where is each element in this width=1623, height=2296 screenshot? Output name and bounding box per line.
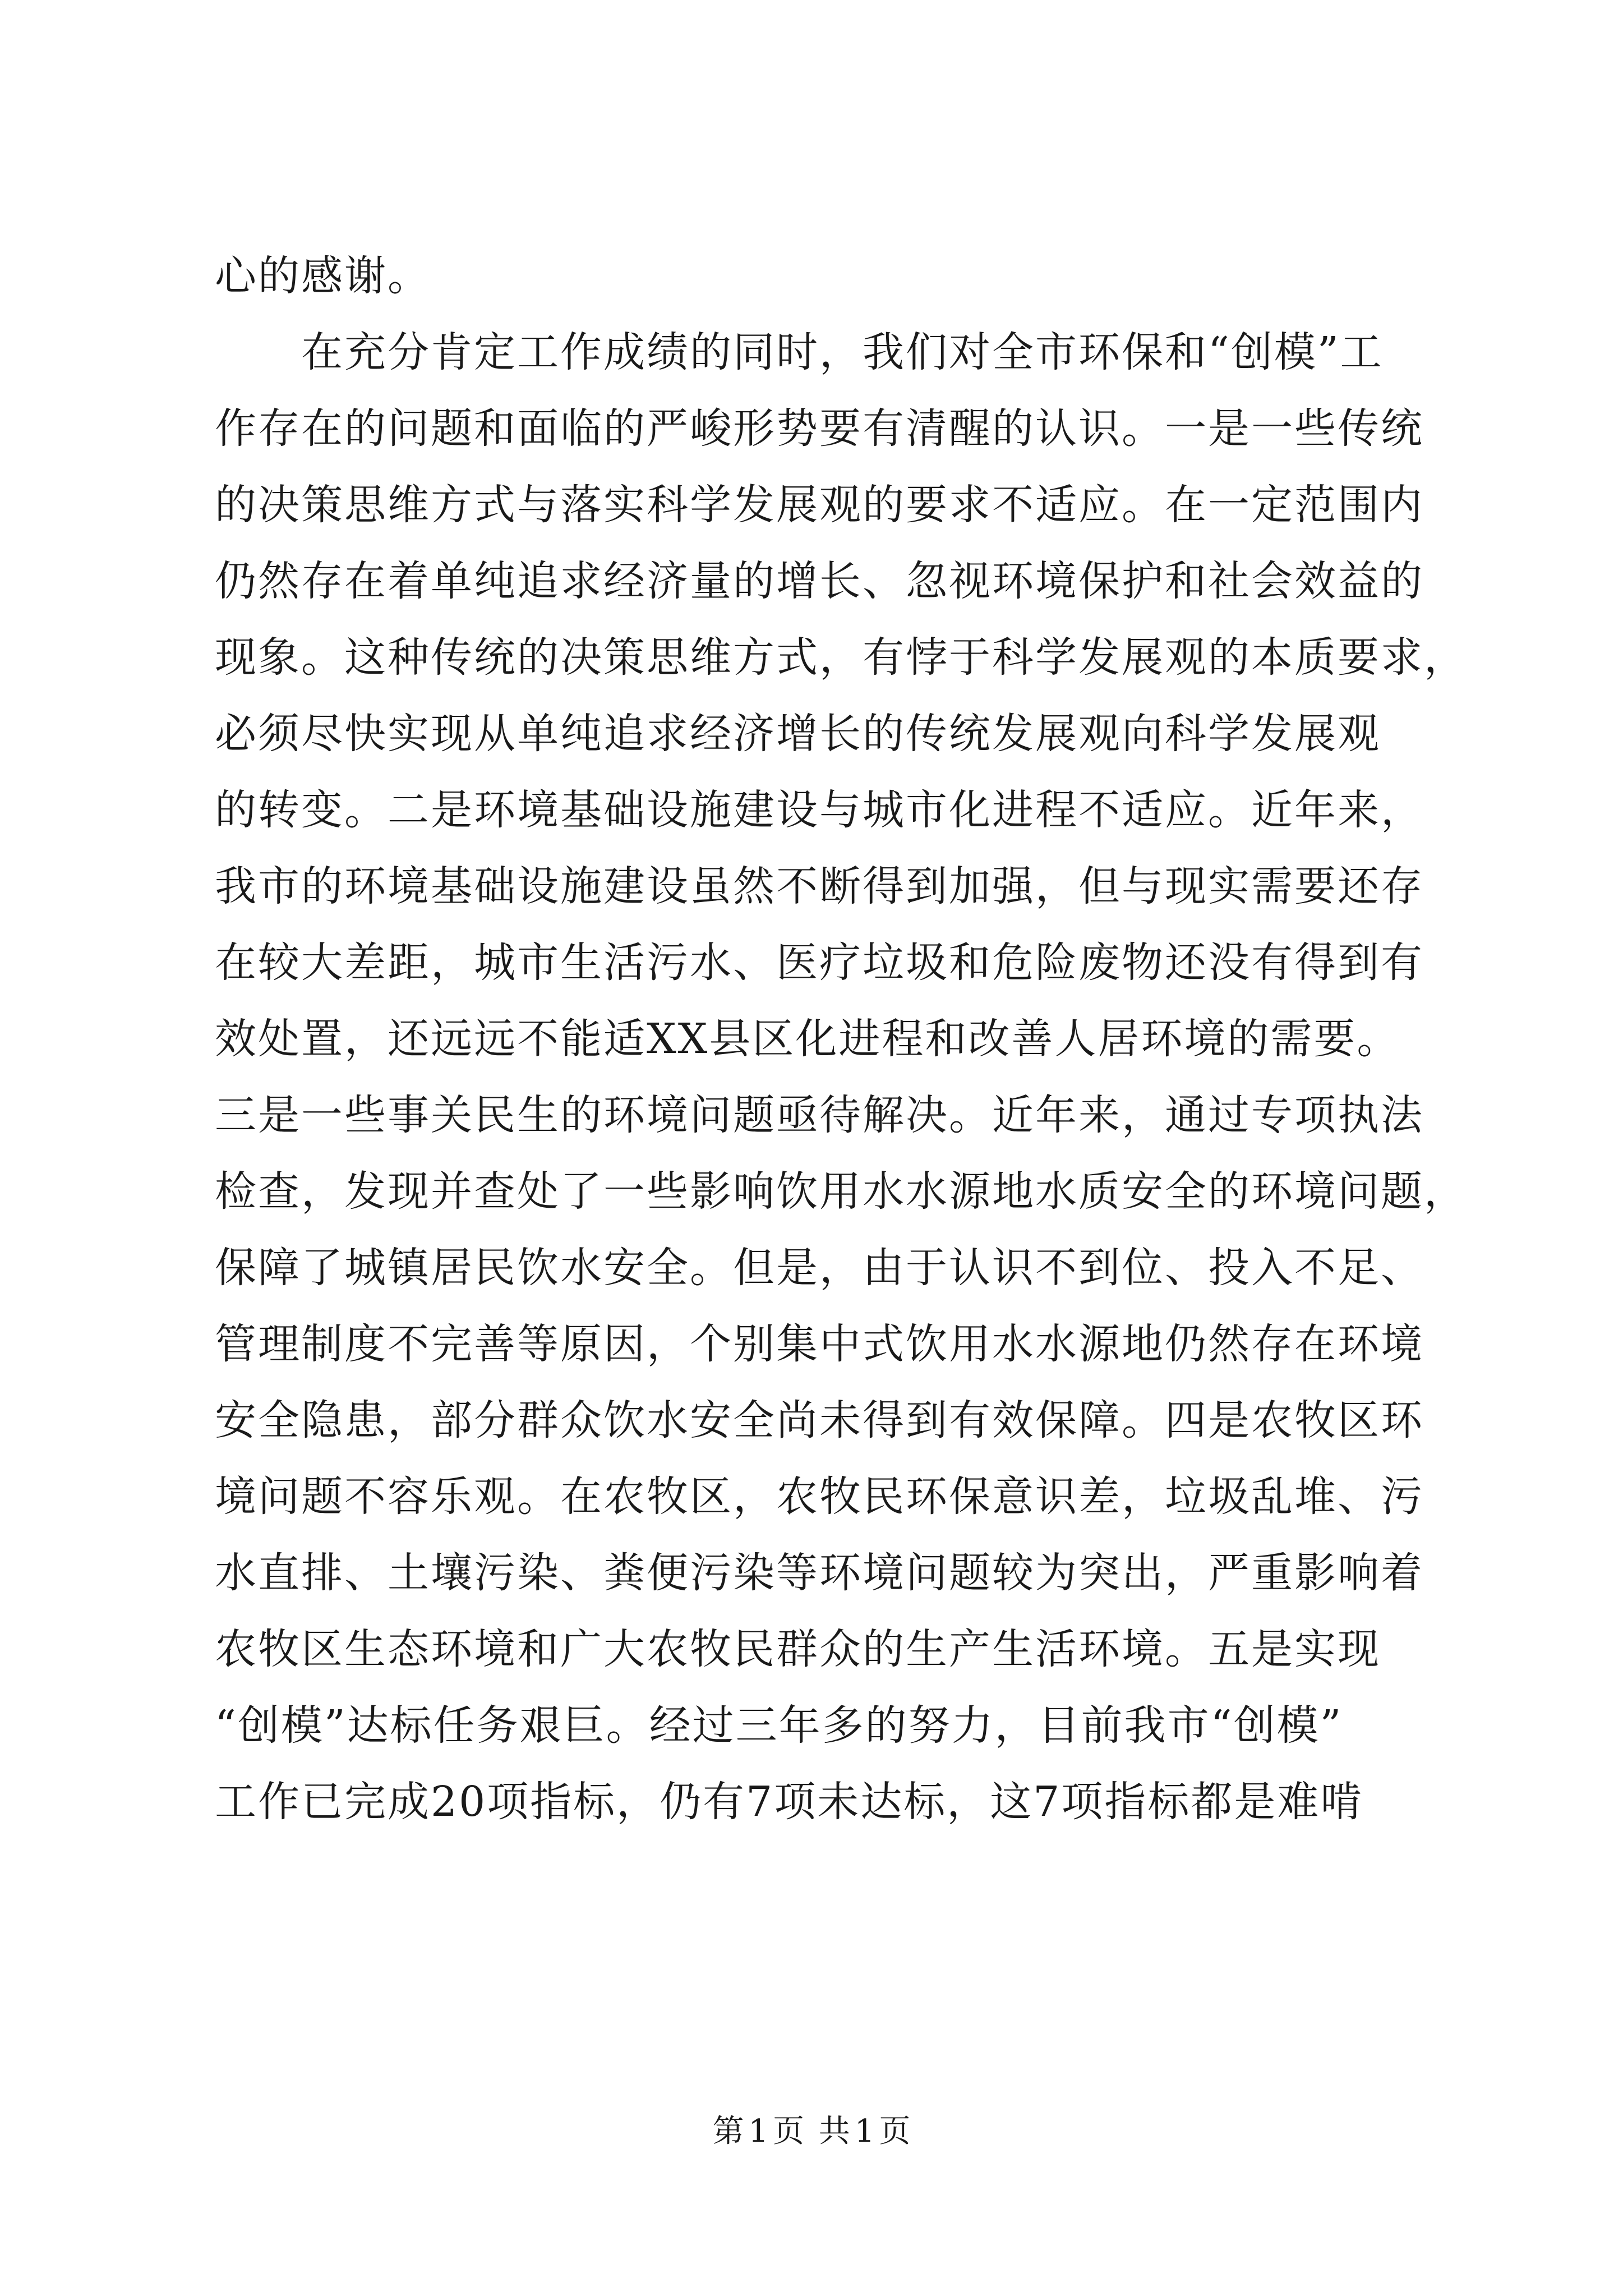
body-text bbox=[215, 252, 1467, 1855]
text-line: 心的感谢。 bbox=[215, 252, 431, 300]
text-line: 作存在的问题和面临的严峻形势要有清醒的认识。一是一些传统 bbox=[215, 404, 1424, 453]
text-line: 效处置，还远远不能适XX县区化进程和改善人居环境的需要。 bbox=[215, 1015, 1400, 1063]
text-line: “创模”达标任务艰巨。经过三年多的努力，目前我市“创模” bbox=[215, 1701, 1343, 1750]
page-suffix: 页 bbox=[773, 2113, 805, 2150]
text-line: 境问题不容乐观。在农牧区，农牧民环保意识差，垃圾乱堆、污 bbox=[215, 1473, 1424, 1521]
page-prefix: 第 bbox=[712, 2113, 744, 2150]
text-line: 现象。这种传统的决策思维方式，有悖于科学发展观的本质要求， bbox=[215, 633, 1467, 682]
text-line: 工作已完成20项指标，仍有7项未达标，这7项指标都是难啃 bbox=[215, 1778, 1364, 1826]
total-suffix: 页 bbox=[879, 2113, 911, 2150]
text-line: 水直排、土壤污染、粪便污染等环境问题较为突出，严重影响着 bbox=[215, 1549, 1424, 1597]
text-line: 安全隐患，部分群众饮水安全尚未得到有效保障。四是农牧区环 bbox=[215, 1396, 1424, 1444]
text-line: 仍然存在着单纯追求经济量的增长、忽视环境保护和社会效益的 bbox=[215, 557, 1424, 605]
page-number: 1 bbox=[748, 2113, 769, 2150]
text-line: 的转变。二是环境基础设施建设与城市化进程不适应。近年来， bbox=[215, 786, 1424, 834]
page-footer bbox=[0, 2112, 1623, 2151]
text-line: 三是一些事关民生的环境问题亟待解决。近年来，通过专项执法 bbox=[215, 1091, 1424, 1139]
text-line: 必须尽快实现从单纯追求经济增长的传统发展观向科学发展观 bbox=[215, 710, 1381, 758]
text-line: 在较大差距，城市生活污水、医疗垃圾和危险废物还没有得到有 bbox=[215, 938, 1424, 987]
text-line: 检查，发现并查处了一些影响饮用水水源地水质安全的环境问题， bbox=[215, 1167, 1467, 1216]
text-line: 管理制度不完善等原因，个别集中式饮用水水源地仍然存在环境 bbox=[215, 1320, 1424, 1368]
text-line: 的决策思维方式与落实科学发展观的要求不适应。在一定范围内 bbox=[215, 481, 1424, 529]
total-number: 1 bbox=[854, 2113, 875, 2150]
text-line: 保障了城镇居民饮水安全。但是，由于认识不到位、投入不足、 bbox=[215, 1244, 1424, 1292]
text-line: 农牧区生态环境和广大农牧民群众的生产生活环境。五是实现 bbox=[215, 1625, 1381, 1673]
text-line: 我市的环境基础设施建设虽然不断得到加强，但与现实需要还存 bbox=[215, 862, 1424, 910]
text-line: 在充分肯定工作成绩的同时，我们对全市环保和“创模”工 bbox=[215, 328, 1384, 376]
total-prefix: 共 bbox=[818, 2113, 850, 2150]
